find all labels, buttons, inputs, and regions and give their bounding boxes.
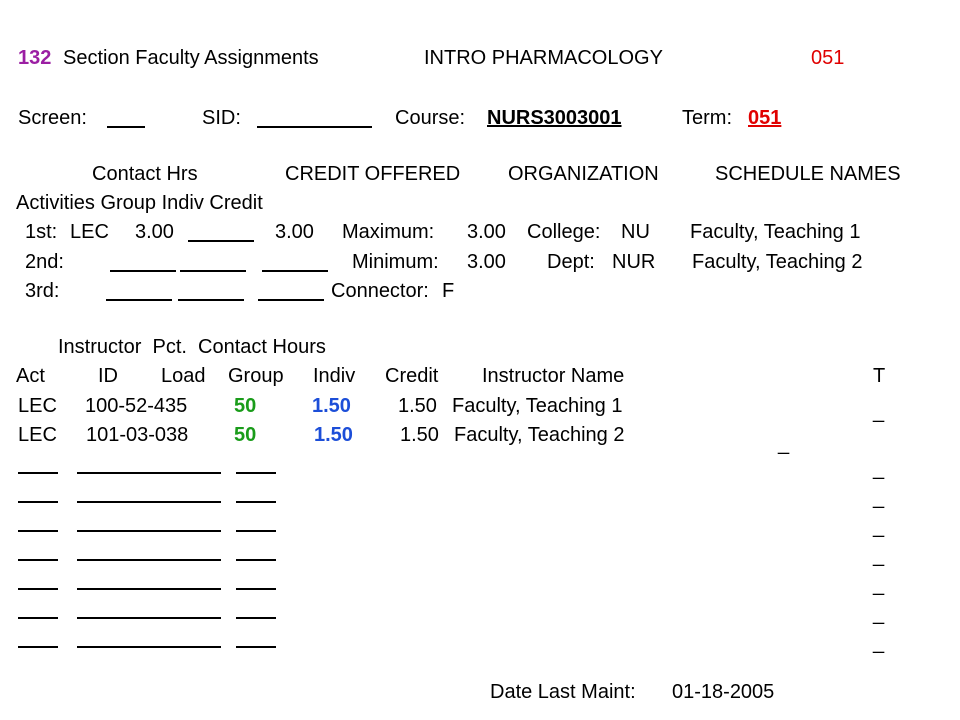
sid-label: SID: bbox=[202, 107, 241, 129]
empty-t-input[interactable]: _ bbox=[873, 545, 885, 567]
term-label: Term: bbox=[682, 107, 732, 129]
screen-input[interactable] bbox=[107, 126, 145, 128]
row-2-load[interactable]: 50 bbox=[234, 424, 257, 446]
course-input[interactable]: NURS3003001 bbox=[487, 107, 622, 129]
col-instructor-name: Instructor Name bbox=[482, 365, 625, 387]
contact-hrs-header: Contact Hrs bbox=[92, 163, 198, 185]
empty-act-input[interactable] bbox=[18, 588, 58, 590]
dept-label: Dept: bbox=[547, 251, 595, 273]
row-2-id[interactable]: 101-03-038 bbox=[86, 424, 189, 446]
header-term: 051 bbox=[811, 47, 845, 69]
row-2-credit[interactable]: 1.50 bbox=[400, 424, 439, 446]
activity-1-credit[interactable]: 3.00 bbox=[275, 221, 314, 243]
row-1-credit[interactable]: 1.50 bbox=[398, 395, 437, 417]
screen-title: Section Faculty Assignments bbox=[63, 47, 319, 69]
empty-load-input[interactable] bbox=[236, 646, 276, 648]
college-value[interactable]: NU bbox=[621, 221, 650, 243]
activity-3-indiv[interactable] bbox=[258, 299, 324, 301]
empty-act-input[interactable] bbox=[18, 559, 58, 561]
activities-header: Activities Group Indiv Credit bbox=[16, 192, 263, 214]
empty-id-input[interactable] bbox=[77, 472, 221, 474]
col-id: ID bbox=[98, 365, 118, 387]
activity-1-type[interactable]: LEC bbox=[70, 221, 109, 243]
empty-id-input[interactable] bbox=[77, 588, 221, 590]
schedule-names-header: SCHEDULE NAMES bbox=[715, 163, 901, 185]
course-title: INTRO PHARMACOLOGY bbox=[424, 47, 663, 69]
col-credit: Credit bbox=[385, 365, 439, 387]
empty-t-input[interactable]: _ bbox=[873, 574, 885, 596]
row-1-name: Faculty, Teaching 1 bbox=[452, 395, 623, 417]
row-1-group[interactable]: 1.50 bbox=[312, 395, 351, 417]
dept-value[interactable]: NUR bbox=[612, 251, 656, 273]
empty-id-input[interactable] bbox=[77, 559, 221, 561]
empty-t-input[interactable]: _ bbox=[873, 487, 885, 509]
activity-2-indiv[interactable] bbox=[262, 270, 328, 272]
minimum-value[interactable]: 3.00 bbox=[467, 251, 506, 273]
empty-t-input[interactable]: _ bbox=[873, 458, 885, 480]
connector-label: Connector: bbox=[331, 280, 429, 302]
row-1-load[interactable]: 50 bbox=[234, 395, 257, 417]
empty-id-input[interactable] bbox=[77, 617, 221, 619]
empty-load-input[interactable] bbox=[236, 588, 276, 590]
date-last-maint-value: 01-18-2005 bbox=[672, 681, 775, 703]
activity-3-label: 3rd: bbox=[25, 280, 60, 302]
minimum-label: Minimum: bbox=[352, 251, 439, 273]
term-input[interactable]: 051 bbox=[748, 107, 782, 129]
schedule-name-2: Faculty, Teaching 2 bbox=[692, 251, 863, 273]
activity-1-group[interactable]: 3.00 bbox=[135, 221, 174, 243]
instructor-header-line1: Instructor Pct. Contact Hours bbox=[58, 336, 326, 358]
empty-load-input[interactable] bbox=[236, 559, 276, 561]
row-2-group[interactable]: 1.50 bbox=[314, 424, 353, 446]
schedule-name-1: Faculty, Teaching 1 bbox=[690, 221, 861, 243]
col-indiv: Indiv bbox=[313, 365, 356, 387]
screen-label: Screen: bbox=[18, 107, 87, 129]
row-1-id[interactable]: 100-52-435 bbox=[85, 395, 188, 417]
empty-act-input[interactable] bbox=[18, 472, 58, 474]
organization-header: ORGANIZATION bbox=[508, 163, 659, 185]
empty-act-input[interactable] bbox=[18, 530, 58, 532]
activity-3-group[interactable] bbox=[178, 299, 244, 301]
row-2-name: Faculty, Teaching 2 bbox=[454, 424, 625, 446]
empty-load-input[interactable] bbox=[236, 617, 276, 619]
col-load: Load bbox=[161, 365, 206, 387]
empty-id-input[interactable] bbox=[77, 501, 221, 503]
course-label: Course: bbox=[395, 107, 466, 129]
col-group: Group bbox=[228, 365, 284, 387]
col-t: T bbox=[873, 365, 886, 387]
empty-load-input[interactable] bbox=[236, 501, 276, 503]
credit-offered-header: CREDIT OFFERED bbox=[285, 163, 461, 185]
maximum-value[interactable]: 3.00 bbox=[467, 221, 506, 243]
empty-act-input[interactable] bbox=[18, 617, 58, 619]
screen-number: 132 bbox=[18, 47, 52, 69]
activity-2-group[interactable] bbox=[180, 270, 246, 272]
row-1-act[interactable]: LEC bbox=[18, 395, 57, 417]
empty-load-input[interactable] bbox=[236, 472, 276, 474]
empty-load-input[interactable] bbox=[236, 530, 276, 532]
sid-input[interactable] bbox=[257, 126, 372, 128]
empty-act-input[interactable] bbox=[18, 646, 58, 648]
date-last-maint-label: Date Last Maint: bbox=[490, 681, 636, 703]
row-1-t[interactable]: _ bbox=[873, 401, 885, 423]
empty-t-input[interactable]: _ bbox=[873, 603, 885, 625]
row-2-t[interactable]: _ bbox=[778, 433, 790, 455]
activity-2-label: 2nd: bbox=[25, 251, 64, 273]
maximum-label: Maximum: bbox=[342, 221, 435, 243]
col-act: Act bbox=[16, 365, 45, 387]
activity-3-type[interactable] bbox=[106, 299, 172, 301]
activity-1-indiv[interactable] bbox=[188, 240, 254, 242]
college-label: College: bbox=[527, 221, 601, 243]
activity-2-type[interactable] bbox=[110, 270, 176, 272]
connector-value[interactable]: F bbox=[442, 280, 455, 302]
activity-1-label: 1st: bbox=[25, 221, 58, 243]
empty-t-input[interactable]: _ bbox=[873, 632, 885, 654]
empty-act-input[interactable] bbox=[18, 501, 58, 503]
empty-id-input[interactable] bbox=[77, 530, 221, 532]
empty-t-input[interactable]: _ bbox=[873, 516, 885, 538]
empty-id-input[interactable] bbox=[77, 646, 221, 648]
row-2-act[interactable]: LEC bbox=[18, 424, 57, 446]
